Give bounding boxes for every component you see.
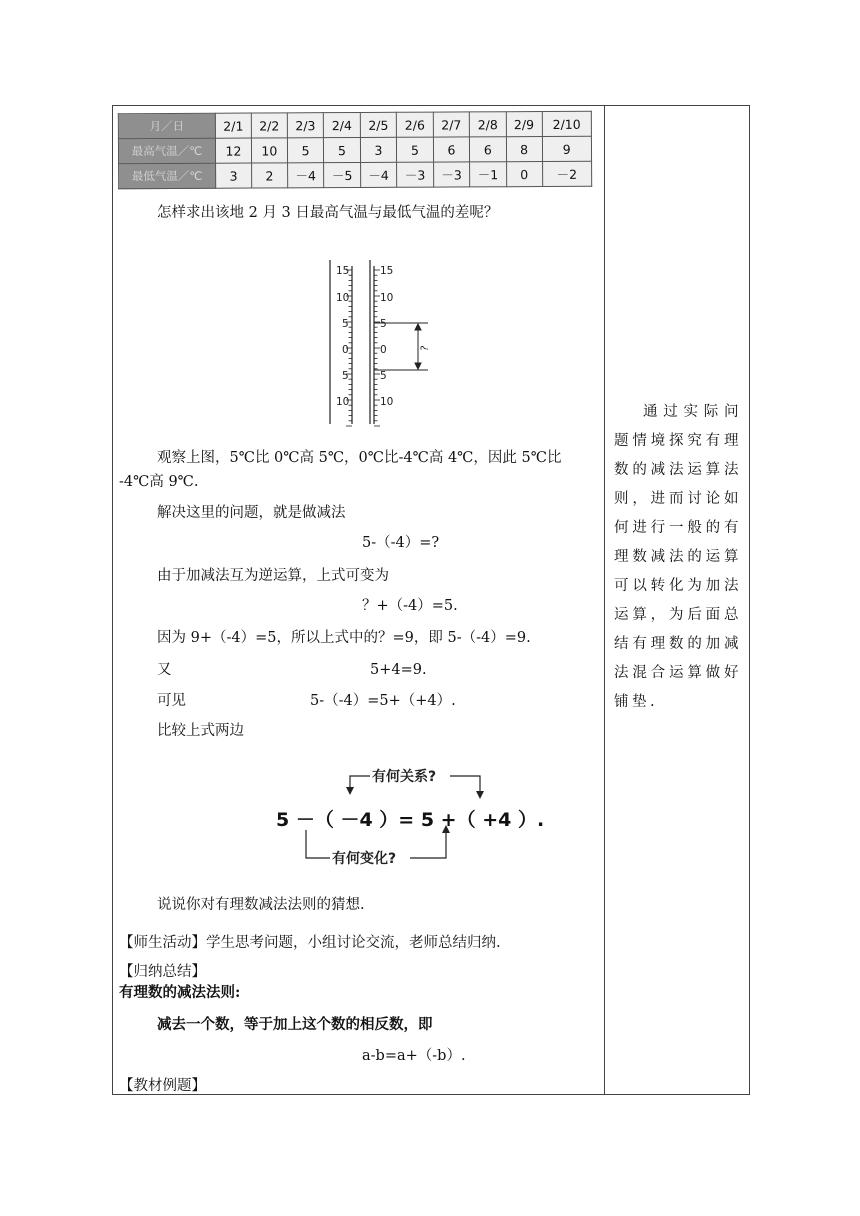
date-cell: 2/2	[251, 113, 287, 138]
expression-diagram	[270, 760, 560, 868]
date-cell: 2/4	[324, 112, 361, 137]
date-cell: 2/7	[433, 112, 470, 137]
arrow-up-head	[415, 324, 421, 330]
bottom-right-bracket	[410, 832, 446, 858]
low-cell: －2	[542, 161, 592, 186]
high-cell: 5	[287, 138, 324, 163]
summary-heading: 【归纳总结】	[119, 964, 206, 980]
rule-formula: a-b=a+（-b）.	[362, 1048, 466, 1064]
date-cell: 2/5	[360, 112, 397, 137]
left-label-10: 10	[336, 292, 350, 304]
equation-1: 5-（-4）=?	[362, 535, 440, 551]
temperature-table	[118, 111, 592, 189]
arrow-down-left	[346, 787, 354, 795]
right-label-10: 10	[380, 292, 394, 304]
high-cell: 5	[324, 137, 361, 162]
high-cell: 10	[251, 138, 287, 163]
date-cell: 2/6	[397, 112, 434, 137]
inverse-text: 由于加减法互为逆运算，上式可变为	[157, 568, 389, 584]
low-cell: －4	[360, 162, 397, 187]
observe-line-1: 观察上图，5℃比 0℃高 5℃，0℃比-4℃高 4℃，因此 5℃比	[157, 450, 562, 466]
observe-line-2: -4℃高 9℃.	[119, 474, 199, 490]
left-label-neg5: 5	[342, 370, 349, 382]
side-note	[614, 398, 742, 717]
question-mark: ?	[419, 344, 432, 352]
left-label-neg10: 10	[336, 396, 350, 408]
high-cell: 12	[215, 138, 251, 163]
also-label: 又	[157, 662, 172, 678]
low-cell: －3	[433, 162, 470, 187]
date-cell: 2/9	[506, 112, 542, 137]
table-row-dates	[118, 111, 591, 138]
top-label: 有何关系?	[372, 769, 437, 785]
side-note-text: 通过实际问题情境探究有理数的减法运算法则，进而讨论如何进行一般的有理数减法的运算可以转化为加法运算，为后面总结有理数的加减法混合运算做好铺垫.	[614, 404, 742, 710]
arrow-down-head	[415, 363, 421, 369]
table-row-high	[118, 136, 591, 163]
right-label-5: 5	[380, 318, 387, 330]
right-label-neg5: 5	[380, 370, 387, 382]
header-high: 最高气温／℃	[118, 138, 215, 164]
right-label-0: 0	[380, 344, 387, 356]
arrow-down-right	[476, 791, 484, 799]
high-cell: 8	[506, 137, 542, 162]
question-text: 怎样求出该地 2 月 3 日最高气温与最低气温的差呢？	[157, 205, 499, 221]
left-label-15: 15	[336, 265, 350, 277]
rule-title: 有理数的减法法则:	[119, 984, 241, 1001]
column-divider	[604, 105, 605, 1095]
table-row-low	[119, 161, 592, 188]
date-cell: 2/3	[287, 113, 324, 138]
top-right-bracket	[450, 776, 480, 792]
bottom-label: 有何变化?	[332, 851, 397, 867]
high-cell: 5	[397, 137, 434, 162]
right-label-15: 15	[380, 265, 394, 277]
high-cell: 6	[433, 137, 470, 162]
low-cell: 2	[251, 163, 287, 188]
header-low: 最低气温／℃	[119, 163, 216, 189]
date-cell: 2/8	[469, 112, 506, 137]
visible-label: 可见	[157, 693, 186, 709]
low-cell: －3	[397, 162, 434, 187]
top-left-bracket	[350, 776, 370, 788]
date-cell: 2/1	[215, 113, 251, 138]
low-cell: 0	[506, 162, 542, 187]
left-label-5: 5	[342, 318, 349, 330]
equation-3: 5+4=9.	[370, 662, 427, 678]
compare-text: 比较上式两边	[157, 723, 244, 739]
high-cell: 9	[542, 136, 592, 161]
high-cell: 6	[470, 137, 507, 162]
guess-text: 说说你对有理数减法法则的猜想.	[157, 897, 365, 913]
because-text: 因为 9+（-4）=5，所以上式中的？=9，即 5-（-4）=9.	[157, 630, 531, 646]
rule-text: 减去一个数，等于加上这个数的相反数，即	[157, 1016, 433, 1033]
date-cell: 2/10	[542, 111, 592, 136]
low-cell: 3	[216, 163, 252, 188]
right-label-neg10: 10	[380, 396, 394, 408]
bottom-left-bracket	[306, 830, 330, 858]
activity-text: 【师生活动】学生思考问题，小组讨论交流，老师总结归纳.	[119, 935, 501, 951]
solve-text: 解决这里的问题，就是做减法	[157, 505, 346, 521]
example-heading: 【教材例题】	[119, 1078, 206, 1094]
left-label-0: 0	[342, 344, 349, 356]
header-date: 月／日	[118, 113, 215, 139]
high-cell: 3	[360, 137, 397, 162]
equation-2: ？+（-4）=5.	[362, 598, 458, 614]
low-cell: －5	[324, 162, 361, 187]
low-cell: －4	[287, 163, 324, 188]
equation-4: 5-（-4）=5+（+4）.	[310, 693, 456, 709]
thermometer-figure	[300, 256, 460, 428]
equation-display: 5 －（ －4 ）= 5 +（ +4 ）.	[276, 809, 545, 831]
low-cell: －1	[470, 162, 507, 187]
